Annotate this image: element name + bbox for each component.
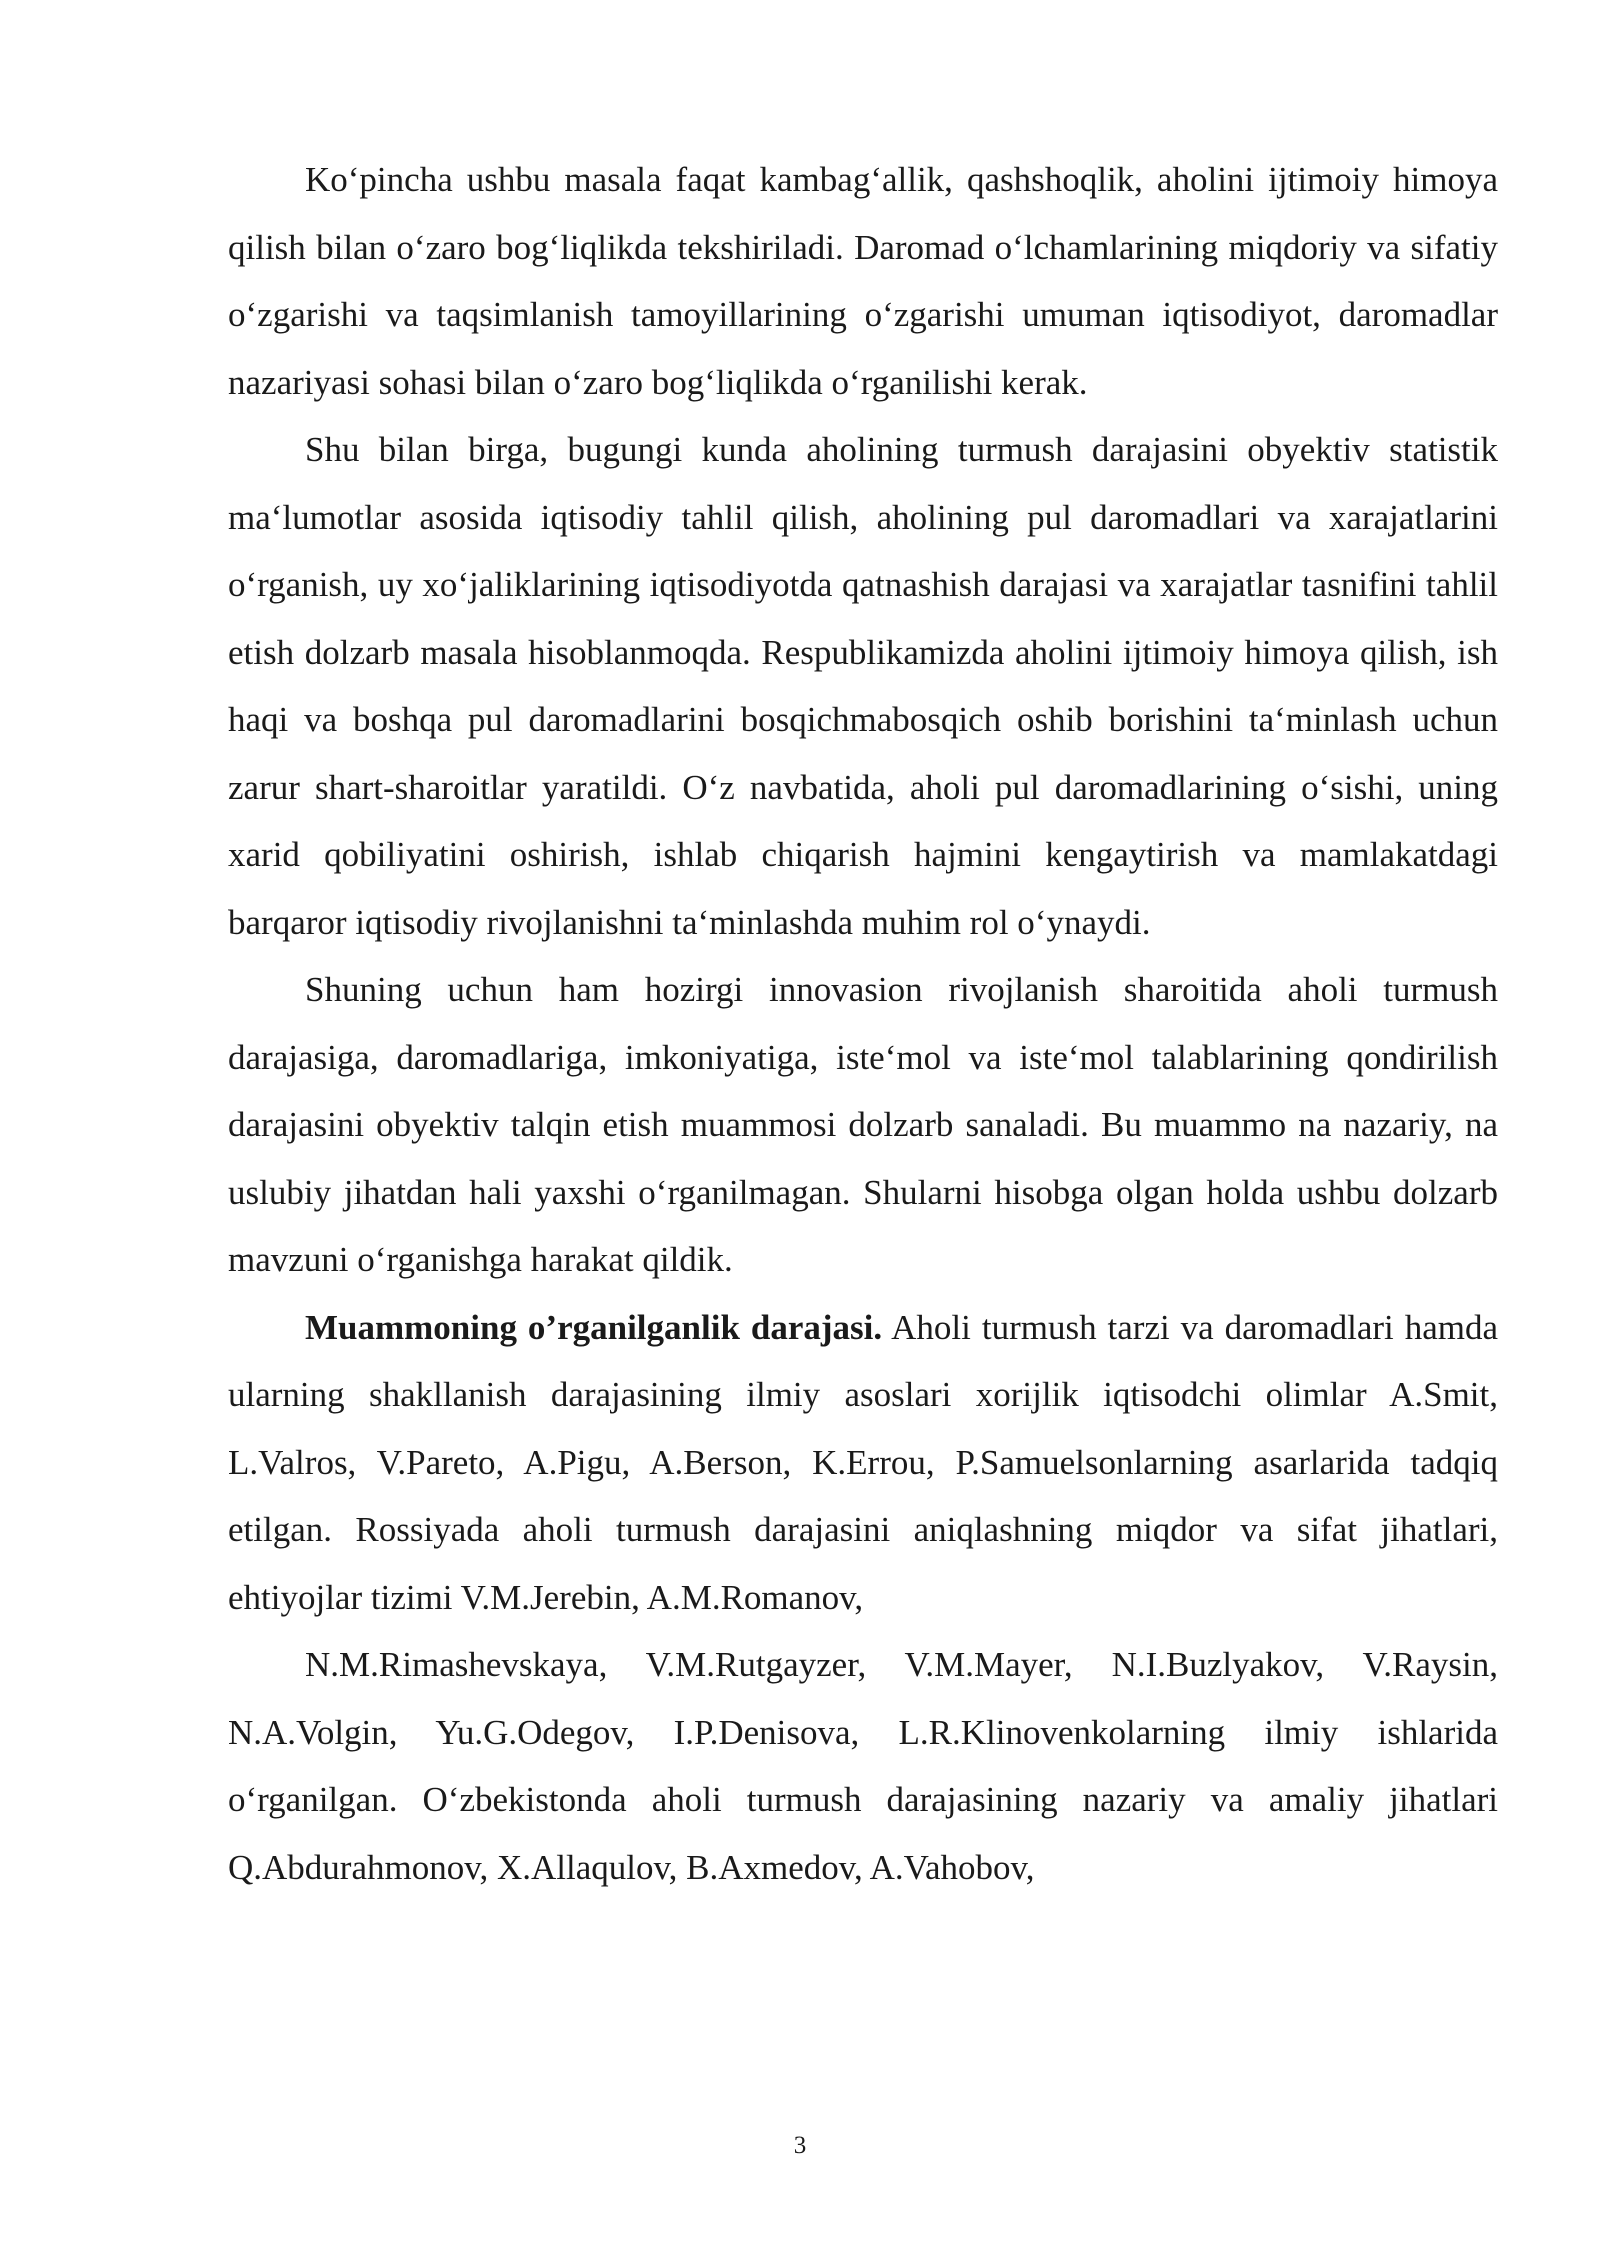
paragraph-3: Shuning uchun ham hozirgi innovasion rivojlanish sharoitida aholi turmush darajasiga, daromadlariga, imkoniyatiga, iste‘mol va iste‘mol talablarining qondirilish darajasini obyektiv talqin etish muammosi dolzarb sanaladi. Bu muammo na nazariy, na uslubiy jihatdan hali yaxshi o‘rganilmagan. Shularni hisobga olgan holda ushbu dolzarb mavzuni o‘rganishga harakat qildik. — [228, 970, 1498, 1279]
paragraph-2: Shu bilan birga, bugungi kunda aholining turmush darajasini obyektiv statistik ma‘lumotlar asosida iqtisodiy tahlil qilish, aholining pul daromadlari va xarajatlarini o‘rganish, uy xo‘jaliklarining iqtisodiyotda qatnashish darajasi va xarajatlar tasnifini tahlil etish dolzarb masala hisoblanmoqda. Respublikamizda aholini ijtimoiy himoya qilish, ish haqi va boshqa pul daromadlarini bosqichmabosqich oshib borishini ta‘minlash uchun zarur shart-sharoitlar yaratildi. O‘z navbatida, aholi pul daromadlarining o‘sishi, uning xarid qobiliyatini oshirish, ishlab chiqarish hajmini kengaytirish va mamlakatdagi barqaror iqtisodiy rivojlanishni ta‘minlashda muhim rol o‘ynaydi. — [228, 430, 1498, 942]
paragraph-4 — [228, 1294, 1498, 1632]
paragraph-4-text: Aholi turmush tarzi va daromadlari hamda ularning shakllanish darajasining ilmiy asoslari xorijlik iqtisodchi olimlar A.Smit, L.Valros, V.Pareto, A.Pigu, A.Berson, K.Errou, P.Samuelsonlarning asarlarida tadqiq etilgan. Rossiyada aholi turmush darajasini aniqlashning miqdor va sifat jihatlari, ehtiyojlar tizimi V.M.Jerebin, A.M.Romanov, — [228, 1307, 1498, 1617]
page-number: 3 — [793, 2132, 807, 2159]
body-text — [228, 146, 1498, 1901]
paragraph-5: N.M.Rimashevskaya, V.M.Rutgayzer, V.M.Mayer, N.I.Buzlyakov, V.Raysin, N.A.Volgin, Yu.G.Odegov, I.P.Denisova, L.R.Klinovenkolarning ilmiy ishlarida o‘rganilgan. O‘zbekistonda aholi turmush darajasining nazariy va amaliy jihatlari Q.Abdurahmonov, X.Allaqulov, B.Axmedov, A.Vahobov, — [228, 1645, 1498, 1887]
paragraph-1: Ko‘pincha ushbu masala faqat kambag‘allik, qashshoqlik, aholini ijtimoiy himoya qilish bilan o‘zaro bog‘liqlikda tekshiriladi. Daromad o‘lchamlarining miqdoriy va sifatiy o‘zgarishi va taqsimlanish tamoyillarining o‘zgarishi umuman iqtisodiyot, daromadlar nazariyasi sohasi bilan o‘zaro bog‘liqlikda o‘rganilishi kerak. — [228, 160, 1498, 402]
section-heading-inline: Muammoning o’rganilganlik darajasi. — [305, 1307, 883, 1347]
